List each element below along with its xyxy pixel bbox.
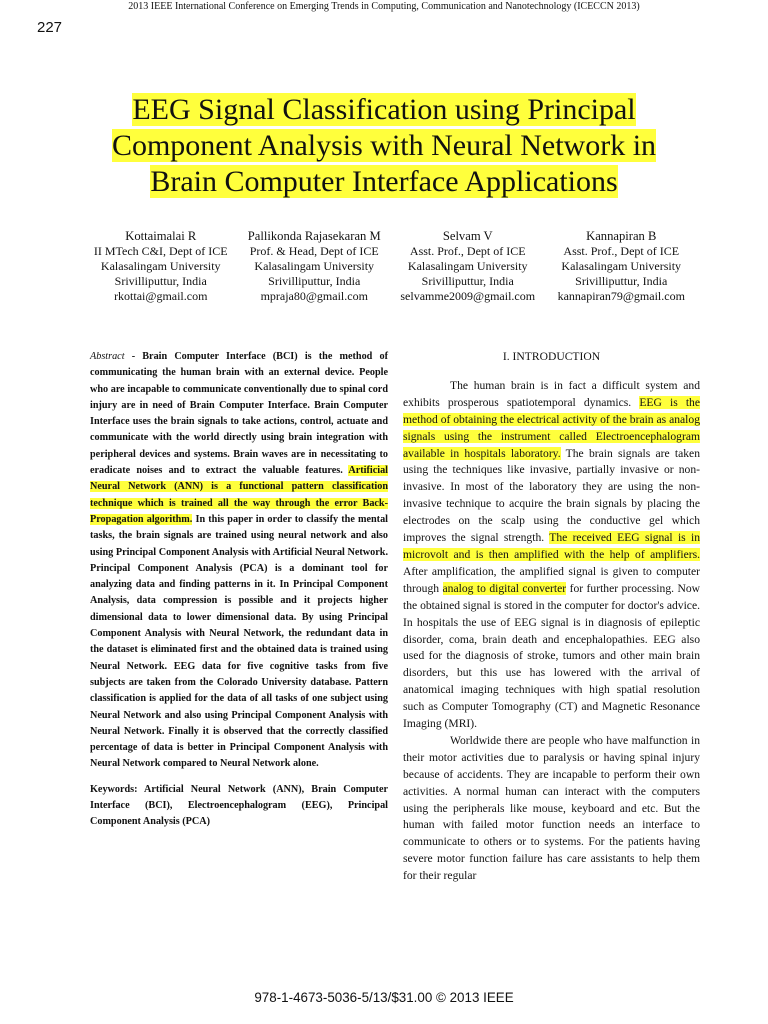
intro-p1-text-a: The human brain is in fact a difficult system and exhibits prosperous spatiotemporal dynamics. <box>403 378 700 409</box>
conference-header: 2013 IEEE International Conference on Emerging Trends in Computing, Communication and Nanotechnology (ICECCN 2013) <box>128 1 640 12</box>
author-location: Srivilliputtur, India <box>268 274 361 288</box>
intro-paragraph-2: Worldwide there are people who have malfunction in their motor activities due to paralysis or having spinal injury because of accidents. They are incapable to perform their own activities. A normal human can interact with the computers using the peripherals like mouse, keyboard and etc. But the human with failed motor function needs an interface to communicate to others or to systems. For the patients having severe motor function failure has care assistants to help them for their regular <box>403 733 700 883</box>
author-name: Pallikonda Rajasekaran M <box>247 229 381 243</box>
title-line-2: Component Analysis with Neural Network in <box>111 129 657 162</box>
copyright-footer: 978-1-4673-5036-5/13/$31.00 © 2013 IEEE <box>254 990 514 1005</box>
right-column <box>403 349 700 885</box>
keywords: Keywords: Artificial Neural Network (ANN), Brain Computer Interface (BCI), Electroencephalogram (EEG), Principal Component Analysis (PCA) <box>90 783 388 828</box>
abstract-dash: - <box>124 351 143 362</box>
author-block <box>84 229 698 304</box>
abstract-text-1: Brain Computer Interface (BCI) is the method of communicating the human brain with an external device. People who are incapable to communicate conventionally due to spinal cord injury are in need of Brain Computer Interface. Brain Computer Interface uses the brain signals to take actions, control, actuate and communicate with the world directly using brain integration with peripheral devices and systems. Brain waves are in necessitating to eradicate noises and to extract the valuable features. <box>90 351 388 477</box>
page-number: 227 <box>37 19 63 36</box>
author-4 <box>545 229 699 304</box>
intro-p1-text-d: for further processing. Now the obtained signal is stored in the computer for doctor's advice. In hospitals the use of EEG signal is in diagnosis of epileptic disorder, coma, brain death and encephalopathies. EEG also used for the diagnosis of stroke, tumors and other main brain disorders, but this use has lowered with the arrival of anatomical imaging techniques with high spatial resolution such as Computer Tomography (CT) and Magnetic Resonance Imaging (MRI). <box>403 581 701 731</box>
intro-p1-highlight-1: EEG is the method of obtaining the electrical activity of the brain as analog signals using the instrument called Electroencephalogram available in hospitals laboratory. <box>403 395 700 460</box>
author-role: Asst. Prof., Dept of ICE <box>409 244 526 258</box>
author-email: kannapiran79@gmail.com <box>557 289 685 303</box>
title-line-3: Brain Computer Interface Applications <box>150 165 618 198</box>
left-column <box>90 349 388 831</box>
author-2 <box>238 229 392 304</box>
author-name: Kannapiran B <box>586 229 657 243</box>
author-1 <box>84 229 238 304</box>
abstract <box>90 349 388 773</box>
intro-p1-text-c: After amplification, the amplified signal is given to computer through <box>403 564 700 595</box>
author-3 <box>391 229 545 304</box>
intro-p1-text-b: The brain signals are taken using the techniques like invasive, partially invasive or non-invasive. In most of the laboratory they are using the non-invasive technique to acquire the brain signals by placing the electrodes on the scalp using the conductive gel which improves the signal strength. <box>403 446 701 545</box>
author-university: Kalasalingam University <box>100 259 221 273</box>
abstract-highlight: Artificial Neural Network (ANN) is a functional pattern classification technique which is trained all the way through the error Back-Propagation algorithm. <box>90 465 388 525</box>
intro-p1-highlight-3: analog to digital converter <box>442 581 567 595</box>
author-location: Srivilliputtur, India <box>421 274 514 288</box>
author-university: Kalasalingam University <box>561 259 682 273</box>
author-role: II MTech C&I, Dept of ICE <box>93 244 228 258</box>
author-location: Srivilliputtur, India <box>114 274 207 288</box>
abstract-text-2: In this paper in order to classify the mental tasks, the brain signals are trained using neural network and also using Principal Component Analysis with Artificial Neural Network. Principal Component Analysis (PCA) is a dominant tool for analyzing data and finding patterns in it. In Principal Component Analysis, data compression is possible and it projects higher dimensional data to lower dimensional data. By using Principal Component Analysis with Neural Network, the redundant data in the dataset is eliminated first and the obtained data is trained using Neural Network. EEG data for five cognitive tasks from five subjects are taken from the Colorado University database. Pattern classification is applied for the data of all tasks of one subject using Neural Network and also using Principal Component Analysis with Neural Network. Finally it is observed that the correctly classified percentage of data is better in Principal Component Analysis with Neural Network compared to Neural Network alone. <box>90 513 388 770</box>
author-university: Kalasalingam University <box>254 259 375 273</box>
author-email: mpraja80@gmail.com <box>260 289 368 303</box>
author-email: rkottai@gmail.com <box>114 289 208 303</box>
title-line-1: EEG Signal Classification using Principal <box>132 93 636 126</box>
intro-p1-highlight-2: The received EEG signal is in microvolt and is then amplified with the help of amplifiers. <box>403 531 701 561</box>
section-heading: I. INTRODUCTION <box>502 350 601 363</box>
paper-title <box>80 92 688 200</box>
intro-paragraph-1 <box>403 378 700 733</box>
author-role: Asst. Prof., Dept of ICE <box>563 244 680 258</box>
author-university: Kalasalingam University <box>407 259 528 273</box>
author-email: selvamme2009@gmail.com <box>400 289 536 303</box>
author-role: Prof. & Head, Dept of ICE <box>249 244 379 258</box>
author-name: Selvam V <box>442 229 493 243</box>
abstract-label: Abstract <box>90 351 125 362</box>
author-name: Kottaimalai R <box>125 229 197 243</box>
author-location: Srivilliputtur, India <box>575 274 668 288</box>
